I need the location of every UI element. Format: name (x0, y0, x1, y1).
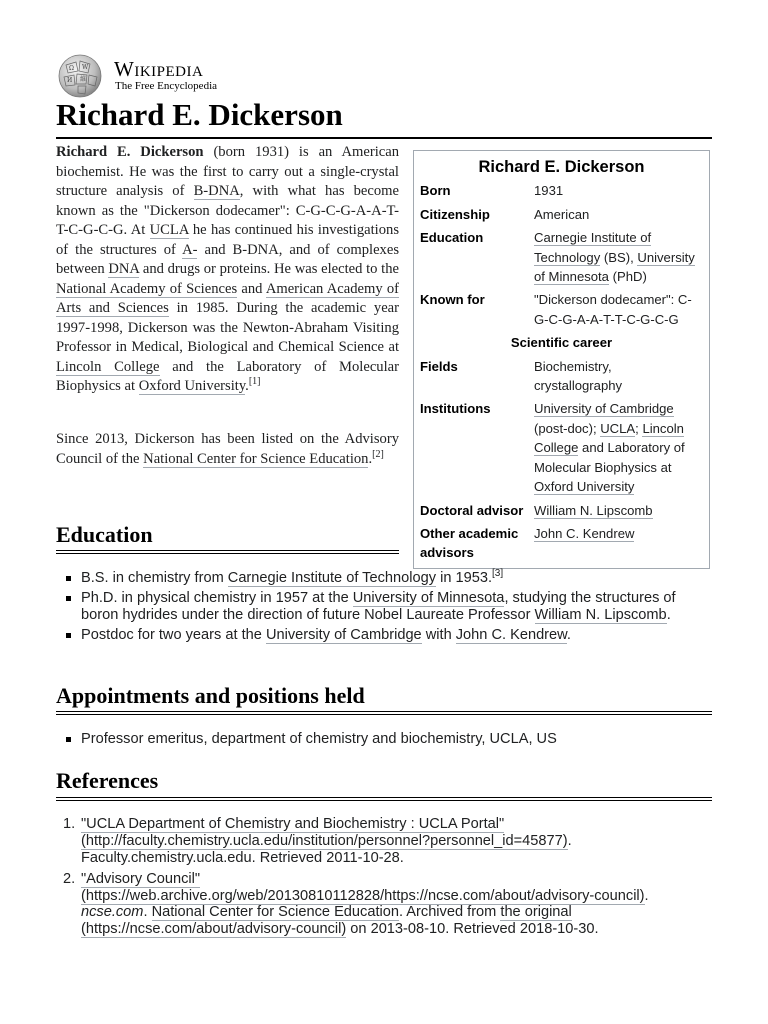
link-university-of-minnesota[interactable]: University of Minnesota (352, 590, 505, 607)
infobox-text: and Laboratory of Molecular Biophysics at (534, 440, 685, 475)
link-oxford-university[interactable]: Oxford University (138, 378, 246, 394)
link-william-lipscomb[interactable]: William N. Lipscomb (534, 502, 653, 518)
appointments-list (56, 731, 712, 751)
infobox-value (534, 399, 703, 496)
infobox-title: Richard E. Dickerson (478, 158, 645, 176)
references-list (56, 816, 712, 943)
link-john-kendrew[interactable]: John C. Kendrew (455, 627, 567, 644)
reference-archive-link[interactable]: the original (https://ncse.com/about/advisory-council) (81, 904, 572, 938)
reference-website: ncse.com (81, 904, 144, 921)
infobox-value: American (534, 206, 590, 222)
infobox (413, 150, 710, 569)
link-a-dna[interactable]: A- (182, 241, 198, 258)
reference-item (56, 871, 712, 938)
link-dna[interactable]: DNA (108, 261, 140, 277)
reference-number: 2. (63, 870, 76, 887)
infobox-label: Fields (420, 358, 458, 374)
infobox-value: 1931 (534, 183, 564, 199)
lead2-text: . (368, 450, 373, 467)
link-american-academy-of-arts-and-sciences[interactable]: American Academy of Arts and Sciences (56, 280, 399, 316)
link-carnegie-institute[interactable]: Carnegie Institute of Technology (534, 230, 652, 265)
lead-text: and drugs or proteins. He was elected to the (139, 261, 399, 277)
reference-text: . Faculty.chemistry.ucla.edu. Retrieved 2011-10-28. (81, 832, 572, 866)
lead-text: . (245, 378, 249, 394)
section-divider (56, 550, 399, 554)
lead-text: and B-DNA, and of complexes between (56, 241, 400, 277)
reference-item (56, 816, 712, 866)
lead-text: , with what has become known as the "Dickerson dodecamer": C-G-C-G-A-A-T-T-C-G-C-G. At (56, 183, 399, 238)
link-national-academy-of-sciences[interactable]: National Academy of Sciences (56, 280, 238, 297)
citation-link[interactable]: [2] (372, 448, 384, 460)
infobox-value: Biochemistry, crystallography (534, 358, 623, 394)
advisory-paragraph (56, 430, 399, 469)
infobox-row-education (414, 228, 709, 286)
section-heading-references: References (56, 768, 159, 793)
lead-text: and the Laboratory of Molecular Biophysics at (56, 358, 399, 394)
lead2-text: Since 2013, Dickerson has been listed on the Advisory Council of the (56, 431, 399, 467)
link-ncse[interactable]: National Center for Science Education (143, 450, 369, 467)
link-william-lipscomb[interactable]: William N. Lipscomb (534, 607, 667, 624)
list-item (56, 627, 712, 644)
lead-paragraph (56, 143, 399, 397)
link-ucla[interactable]: UCLA (600, 420, 636, 436)
infobox-label: Doctoral advisor (420, 502, 524, 518)
title-divider (56, 137, 712, 139)
lead-text: in 1985. During the academic year 1997-1998, Dickerson was the Newton-Abraham Visiting Professor in Medical, Biological and Chemical Science at (56, 300, 400, 355)
infobox-text: (post-doc); (534, 420, 601, 436)
infobox-label: Education (420, 230, 484, 246)
link-ucla[interactable]: UCLA (149, 222, 189, 238)
wikipedia-tagline: The Free Encyclopedia (115, 80, 218, 92)
link-john-kendrew[interactable]: John C. Kendrew (534, 525, 635, 541)
svg-text:И: И (67, 77, 73, 84)
citation-link[interactable]: [3] (492, 568, 504, 580)
subject-name: Richard E. Dickerson (56, 144, 204, 160)
reference-text: on 2013-08-10. Retrieved 2018-10-30. (346, 921, 599, 938)
infobox-label: Other academic advisors (420, 525, 519, 561)
item-text: in 1953. (436, 570, 493, 586)
item-text: , studying the structures of boron hydrides under the direction of future Nobel Laureate Professor (81, 590, 676, 624)
reference-text: . Archived from (399, 904, 501, 921)
infobox-text: (PhD) (608, 269, 647, 285)
link-lincoln-college[interactable]: Lincoln College (56, 358, 160, 375)
link-b-dna[interactable]: B-DNA (193, 183, 240, 199)
link-ncse[interactable]: National Center for Science Education (151, 904, 399, 921)
item-text: Ph.D. in physical chemistry in 1957 at the (81, 590, 353, 607)
infobox-row-other-advisors (414, 524, 709, 563)
infobox-value (534, 524, 703, 563)
reference-link[interactable]: "Advisory Council" (https://web.archive.org/web/20130810112828/https://ncse.com/about/advisory-council) (81, 870, 645, 904)
reference-number: 1. (63, 816, 76, 832)
svg-text:W: W (82, 64, 89, 71)
link-oxford-university[interactable]: Oxford University (534, 479, 635, 495)
lead-text: he has continued his investigations of the structures of (56, 222, 399, 258)
infobox-value: "Dickerson dodecamer": C-G-C-G-A-A-T-T-C-G-C-G (534, 292, 692, 327)
infobox-value (534, 501, 703, 520)
item-text: Postdoc for two years at the (81, 627, 266, 644)
infobox-row-citizenship (414, 205, 709, 224)
lead-text: and (237, 280, 266, 297)
section-divider (56, 797, 712, 801)
infobox-section-header: Scientific career (510, 335, 613, 351)
infobox-row-fields (414, 357, 709, 396)
education-list (56, 570, 712, 648)
infobox-label: Known for (420, 292, 485, 308)
reference-text: . (644, 887, 649, 904)
infobox-row-born (414, 181, 709, 200)
section-heading-education: Education (56, 522, 153, 547)
list-item (56, 590, 712, 624)
infobox-row-known-for (414, 290, 709, 329)
page-title: Richard E. Dickerson (56, 97, 343, 132)
svg-text:維: 維 (80, 76, 87, 83)
site-header[interactable] (56, 53, 356, 99)
link-university-of-cambridge[interactable]: University of Cambridge (265, 627, 422, 644)
link-university-of-minnesota[interactable]: University of Minnesota (534, 249, 695, 285)
infobox-value (534, 228, 703, 286)
infobox-label: Born (420, 183, 451, 199)
link-lincoln-college[interactable]: Lincoln College (534, 420, 684, 456)
item-text: . (566, 627, 571, 644)
infobox-row-institutions (414, 399, 709, 496)
link-carnegie-institute[interactable]: Carnegie Institute of Technology (227, 570, 437, 586)
item-text: B.S. in chemistry from (81, 570, 228, 586)
infobox-text: (BS), (600, 249, 638, 265)
section-heading-appointments: Appointments and positions held (56, 683, 365, 708)
svg-text:Ω: Ω (69, 65, 74, 72)
infobox-label: Institutions (420, 401, 491, 417)
item-text: . (666, 607, 671, 624)
citation-link[interactable]: [1] (248, 376, 261, 388)
wikipedia-globe-logo[interactable] (56, 53, 104, 99)
reference-text: . (143, 904, 152, 921)
link-university-of-cambridge[interactable]: University of Cambridge (534, 401, 674, 417)
infobox-text: ; (635, 420, 643, 436)
list-item: Professor emeritus, department of chemistry and biochemistry, UCLA, US (56, 731, 712, 748)
item-text: with (421, 627, 456, 644)
wikipedia-wordmark[interactable]: Wikipedia (114, 57, 204, 81)
list-item (56, 570, 712, 587)
reference-link[interactable]: "UCLA Department of Chemistry and Biochemistry : UCLA Portal" (http://faculty.chemistry.ucla.edu/institution/personnel?personnel_id=45877) (81, 816, 568, 849)
section-divider (56, 711, 712, 715)
lead-text: (born 1931) is an American biochemist. He was the first to carry out a single-crystal structure analysis of (56, 144, 399, 199)
infobox-label: Citizenship (420, 206, 490, 222)
infobox-row-doctoral-advisor (414, 501, 709, 520)
